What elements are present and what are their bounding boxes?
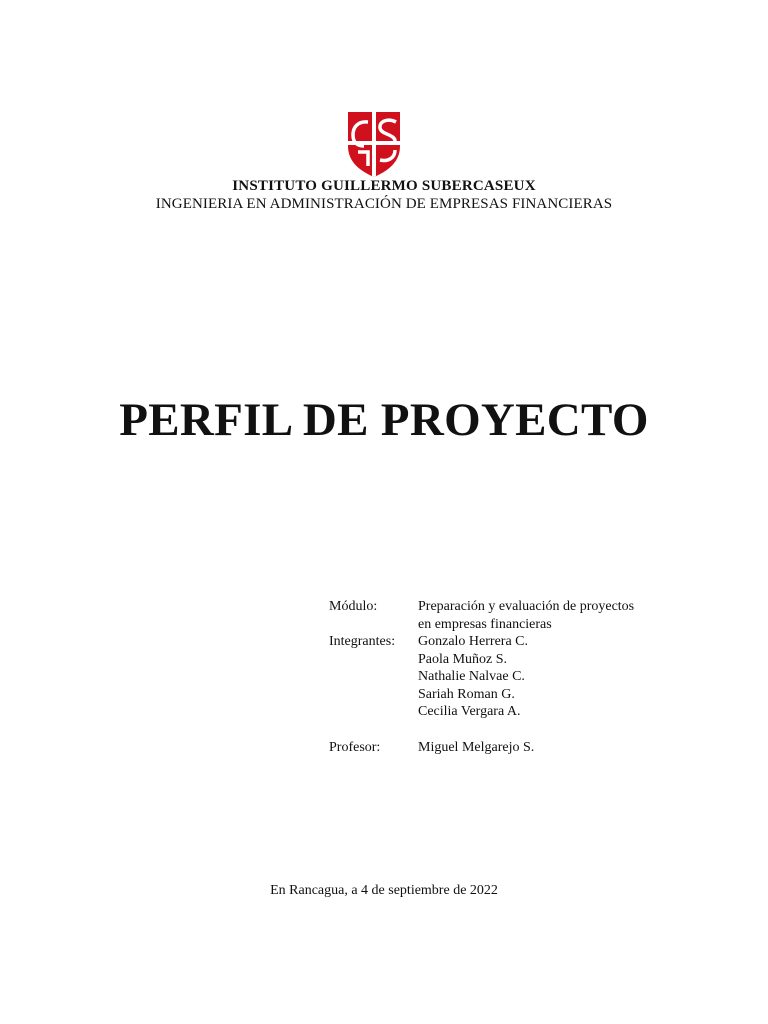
module-row [329,598,634,633]
professor-name: Miguel Melgarejo S. [418,739,535,755]
document-title: PERFIL DE PROYECTO [119,394,649,446]
module-line: Preparación y evaluación de proyectos [418,599,635,614]
members-label: Integrantes: [329,634,396,649]
members-row [329,633,634,721]
project-info-block [329,598,634,756]
professor-value [418,739,534,757]
program-name: INGENIERIA EN ADMINISTRACIÓN DE EMPRESAS FINANCIERAS [155,196,613,212]
members-list [418,633,528,721]
module-label: Módulo: [329,599,378,614]
member-name: Nathalie Nalvae C. [418,669,525,684]
place-and-date: En Rancagua, a 4 de septiembre de 2022 [270,883,498,898]
professor-label: Profesor: [329,739,381,755]
member-name: Gonzalo Herrera C. [418,634,529,649]
institution-name: INSTITUTO GUILLERMO SUBERCASEUX [232,178,536,194]
professor-row [329,739,634,757]
member-name: Paola Muñoz S. [418,651,508,667]
module-value [418,598,634,633]
institute-logo-icon [344,108,404,178]
member-name: Cecilia Vergara A. [418,704,521,719]
module-line: en empresas financieras [418,616,552,632]
member-name: Sariah Roman G. [418,686,515,702]
